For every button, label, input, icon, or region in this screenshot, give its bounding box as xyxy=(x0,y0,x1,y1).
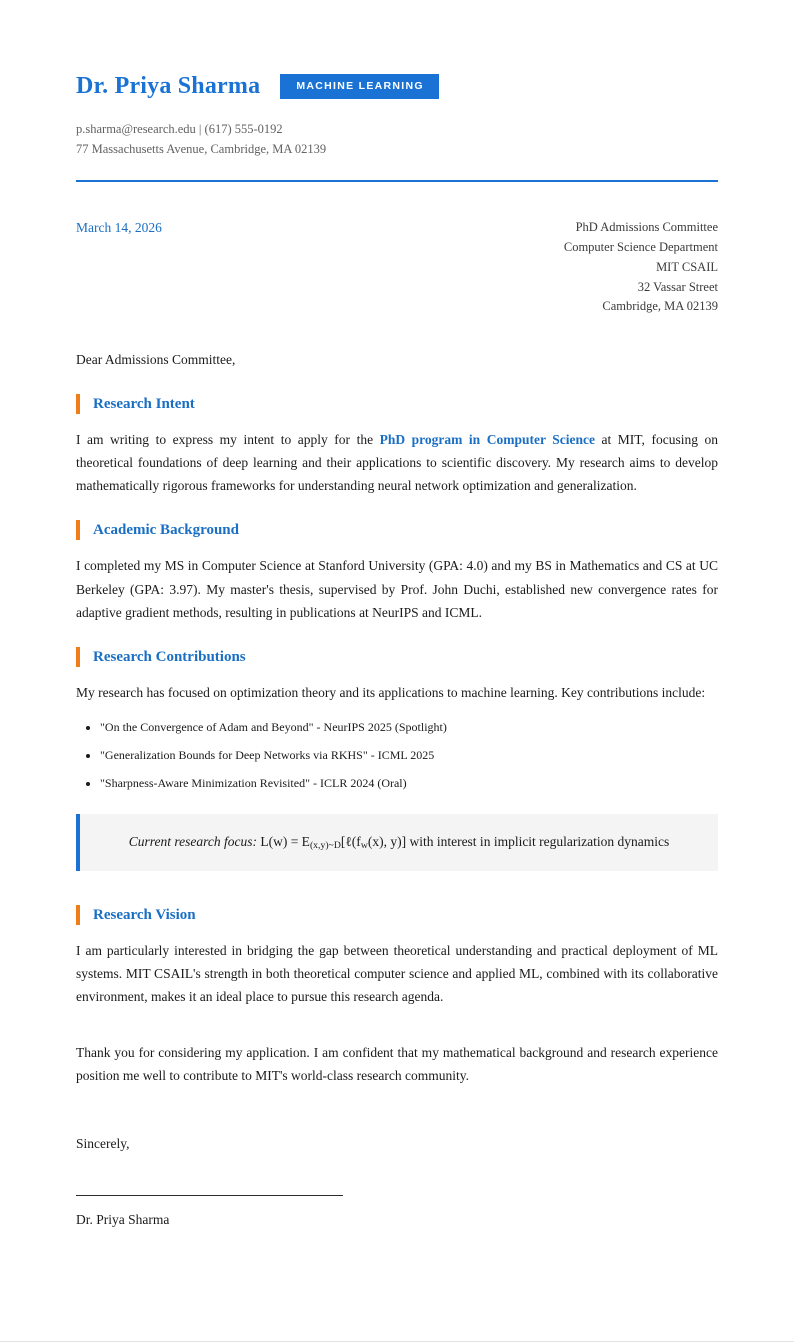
list-item: • "Generalization Bounds for Deep Networks via RKHS" - ICML 2025 xyxy=(100,746,718,764)
section-research-vision xyxy=(76,905,718,1009)
callout-formula-subscript-2: w xyxy=(360,840,368,852)
section-title: Research Contributions xyxy=(93,648,246,665)
section-research-intent xyxy=(76,394,718,498)
accent-bar-icon xyxy=(76,394,80,414)
recipient-line: 32 Vassar Street xyxy=(637,279,718,294)
section-title: Research Vision xyxy=(93,907,196,924)
contact-address: 77 Massachusetts Avenue, Cambridge, MA 02139 xyxy=(76,142,327,157)
intent-text-after-link: at MIT, focusing on theoretical foundations of deep learning and their applications to scientific discovery. My research aims to develop mathematically rigorous frameworks for understanding neural network optimization and generalization. xyxy=(76,431,718,494)
sender-name: Dr. Priya Sharma xyxy=(76,73,261,99)
letter-date: March 14, 2026 xyxy=(76,220,162,236)
section-academic-background xyxy=(76,520,718,624)
section-title: Research Intent xyxy=(93,395,195,412)
section-heading xyxy=(76,905,718,925)
accent-bar-icon xyxy=(76,905,80,925)
list-item: • "Sharpness-Aware Minimization Revisited" - ICLR 2024 (Oral) xyxy=(100,774,718,792)
section-body: My research has focused on optimization theory and its applications to machine learning. Key contributions include: xyxy=(76,684,706,700)
section-title: Academic Background xyxy=(93,522,239,539)
contact-email-phone: p.sharma@research.edu | (617) 555-0192 xyxy=(76,121,283,136)
recipient-line: PhD Admissions Committee xyxy=(575,220,718,235)
section-research-contributions xyxy=(76,647,718,871)
recipient-line: Cambridge, MA 02139 xyxy=(602,299,718,314)
list-item: • "On the Convergence of Adam and Beyond" - NeurIPS 2025 (Spotlight) xyxy=(100,718,718,736)
phd-program-link[interactable]: PhD program in Computer Science xyxy=(379,431,595,447)
recipient-line: Computer Science Department xyxy=(563,240,718,255)
research-focus-callout xyxy=(76,814,718,871)
callout-formula-subscript-1: (x,y)~D xyxy=(309,840,341,852)
sign-off: Sincerely, xyxy=(76,1136,130,1152)
signature-line xyxy=(76,1195,343,1196)
callout-label: Current research focus: xyxy=(128,834,257,850)
section-heading xyxy=(76,647,718,667)
salutation: Dear Admissions Committee, xyxy=(76,352,236,368)
specialty-badge: MACHINE LEARNING xyxy=(280,74,439,99)
recipient-block xyxy=(564,218,718,317)
section-heading xyxy=(76,394,718,414)
letter-meta xyxy=(76,218,718,317)
sender-name-row xyxy=(76,72,718,101)
header-divider xyxy=(76,180,718,182)
contact-info xyxy=(76,119,718,160)
accent-bar-icon xyxy=(76,520,80,540)
accent-bar-icon xyxy=(76,647,80,667)
letterhead xyxy=(76,72,718,182)
section-heading xyxy=(76,520,718,540)
callout-formula-part-1: L(w) = E xyxy=(256,834,310,850)
section-body: I completed my MS in Computer Science at Stanford University (GPA: 4.0) and my BS in Mathematics and CS at UC Berkeley (GPA: 3.97). My master's thesis, supervised by Prof. John Duchi, established new convergence rates for adaptive gradient methods, resulting in publications at NeurIPS and ICML. xyxy=(76,558,718,620)
callout-formula-part-2: [ℓ(f xyxy=(340,834,361,850)
contributions-list xyxy=(76,718,718,792)
closing-paragraph: Thank you for considering my application. I am confident that my mathematical background and research experience position me well to contribute to MIT's world-class research community. xyxy=(76,1044,718,1083)
callout-formula-part-3: (x), y)] with interest in implicit regularization dynamics xyxy=(367,834,670,850)
recipient-line: MIT CSAIL xyxy=(656,259,718,274)
signature-name: Dr. Priya Sharma xyxy=(76,1211,170,1227)
intent-text-before-link: I am writing to express my intent to apply for the xyxy=(76,431,380,447)
section-body: I am particularly interested in bridging the gap between theoretical understanding and practical deployment of ML systems. MIT CSAIL's strength in both theoretical computer science and applied ML, combined with its collaborative environment, makes it an ideal place to pursue this research agenda. xyxy=(76,943,718,1005)
section-body xyxy=(76,428,718,498)
